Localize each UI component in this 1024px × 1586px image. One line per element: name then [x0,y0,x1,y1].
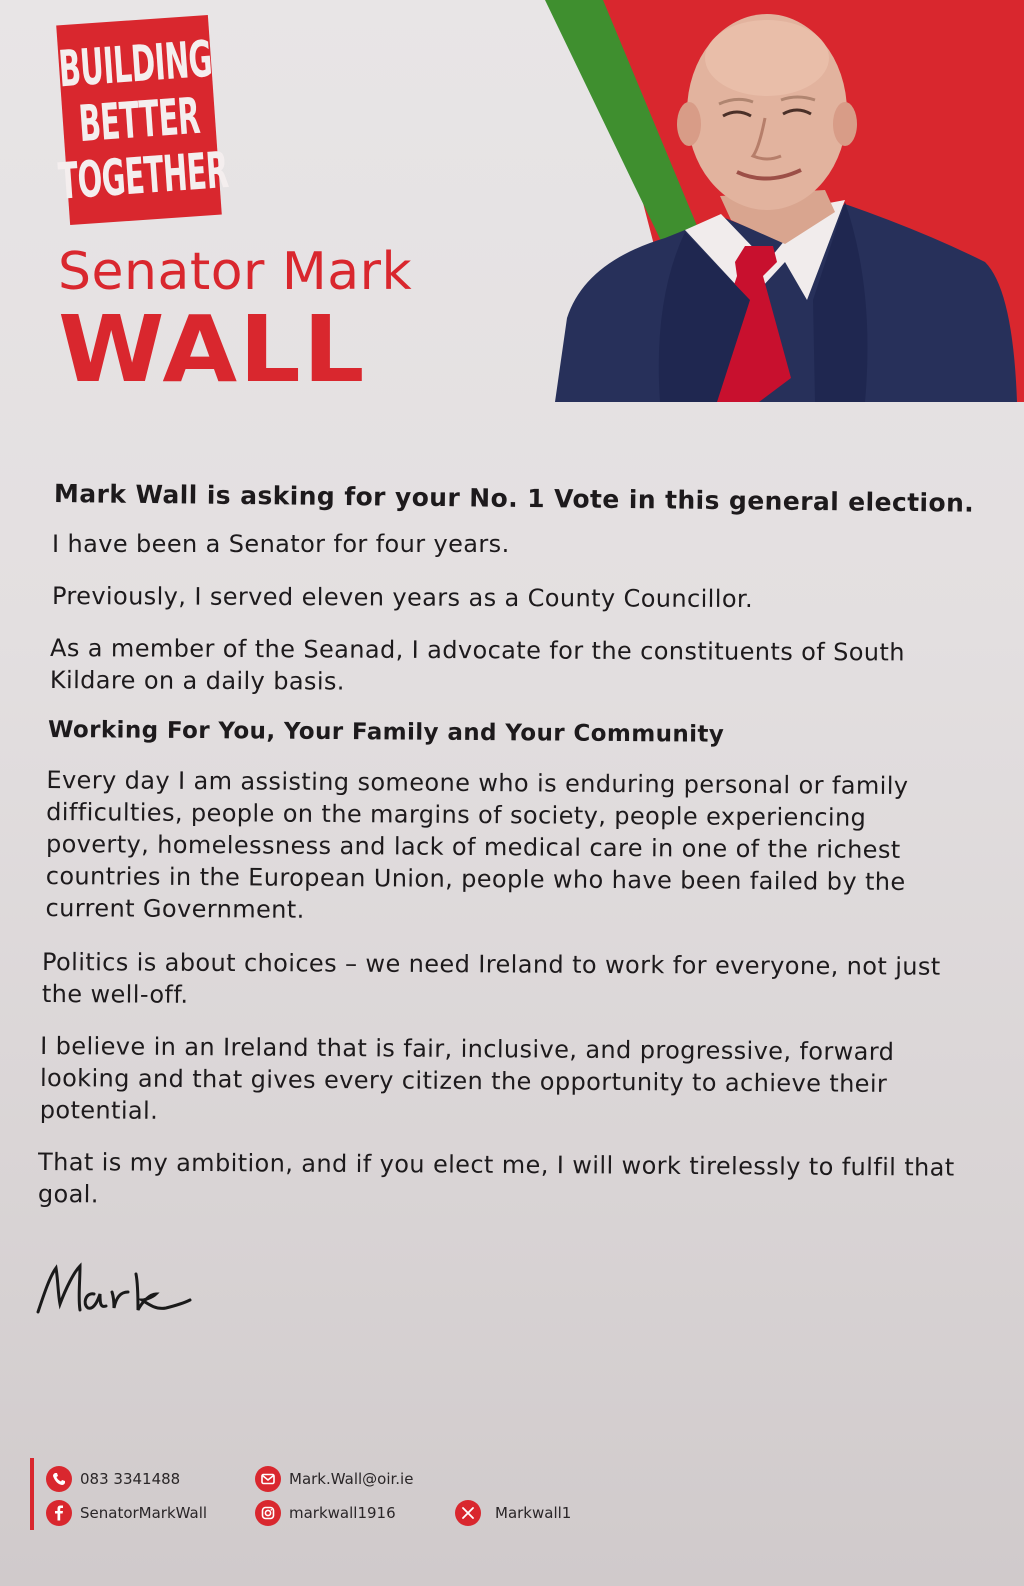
logo-line-2: BETTER [76,86,202,154]
logo-line-1: BUILDING [56,29,214,99]
paragraph-senator-years: I have been a Senator for four years. [52,530,510,558]
logo-line-3: TOGETHER [56,141,230,211]
subheading-working-for-you: Working For You, Your Family and Your Community [47,717,725,748]
x-icon [455,1500,481,1526]
contact-instagram[interactable] [255,1500,396,1526]
paragraph-councillor: Previously, I served eleven years as a County Councillor. [51,582,754,614]
signature-mark [34,1254,194,1334]
paragraph-every-day: Every day I am assisting someone who is enduring personal or family difficulties, people on the margins of society, people experiencing poverty, homelessness and lack of medical care in one of the richest countries in the European Union, people who have been failed by the current Government. [45,766,909,924]
instagram-icon [255,1500,281,1526]
footer-accent-bar [30,1458,34,1530]
contact-email[interactable] [255,1466,413,1492]
lead-sentence: Mark Wall is asking for your No. 1 Vote in this general election. [53,479,975,518]
facebook-handle: SenatorMarkWall [80,1504,208,1522]
contact-x[interactable] [455,1500,571,1526]
paragraph-politics: Politics is about choices – we need Ireland to work for everyone, not just the well-off. [41,948,941,1009]
contact-phone[interactable] [46,1466,180,1492]
title-senator-mark: Senator Mark [58,242,413,302]
phone-icon [46,1466,72,1492]
facebook-icon [46,1500,72,1526]
instagram-handle: markwall1916 [289,1504,396,1522]
contact-facebook[interactable] [46,1500,207,1526]
title-wall: WALL [58,296,367,403]
paragraph-seanad: As a member of the Seanad, I advocate for the constituents of South Kildare on a daily basis. [49,634,905,696]
phone-number: 083 3341488 [80,1470,181,1488]
paragraph-believe: I believe in an Ireland that is fair, inclusive, and progressive, forward looking and that gives every citizen the opportunity to achieve their potential. [39,1032,895,1125]
x-handle: Markwall1 [495,1504,572,1522]
email-address: Mark.Wall@oir.ie [289,1470,414,1488]
email-icon [255,1466,281,1492]
paragraph-ambition: That is my ambition, and if you elect me, I will work tirelessly to fulfil that goal. [37,1148,955,1209]
